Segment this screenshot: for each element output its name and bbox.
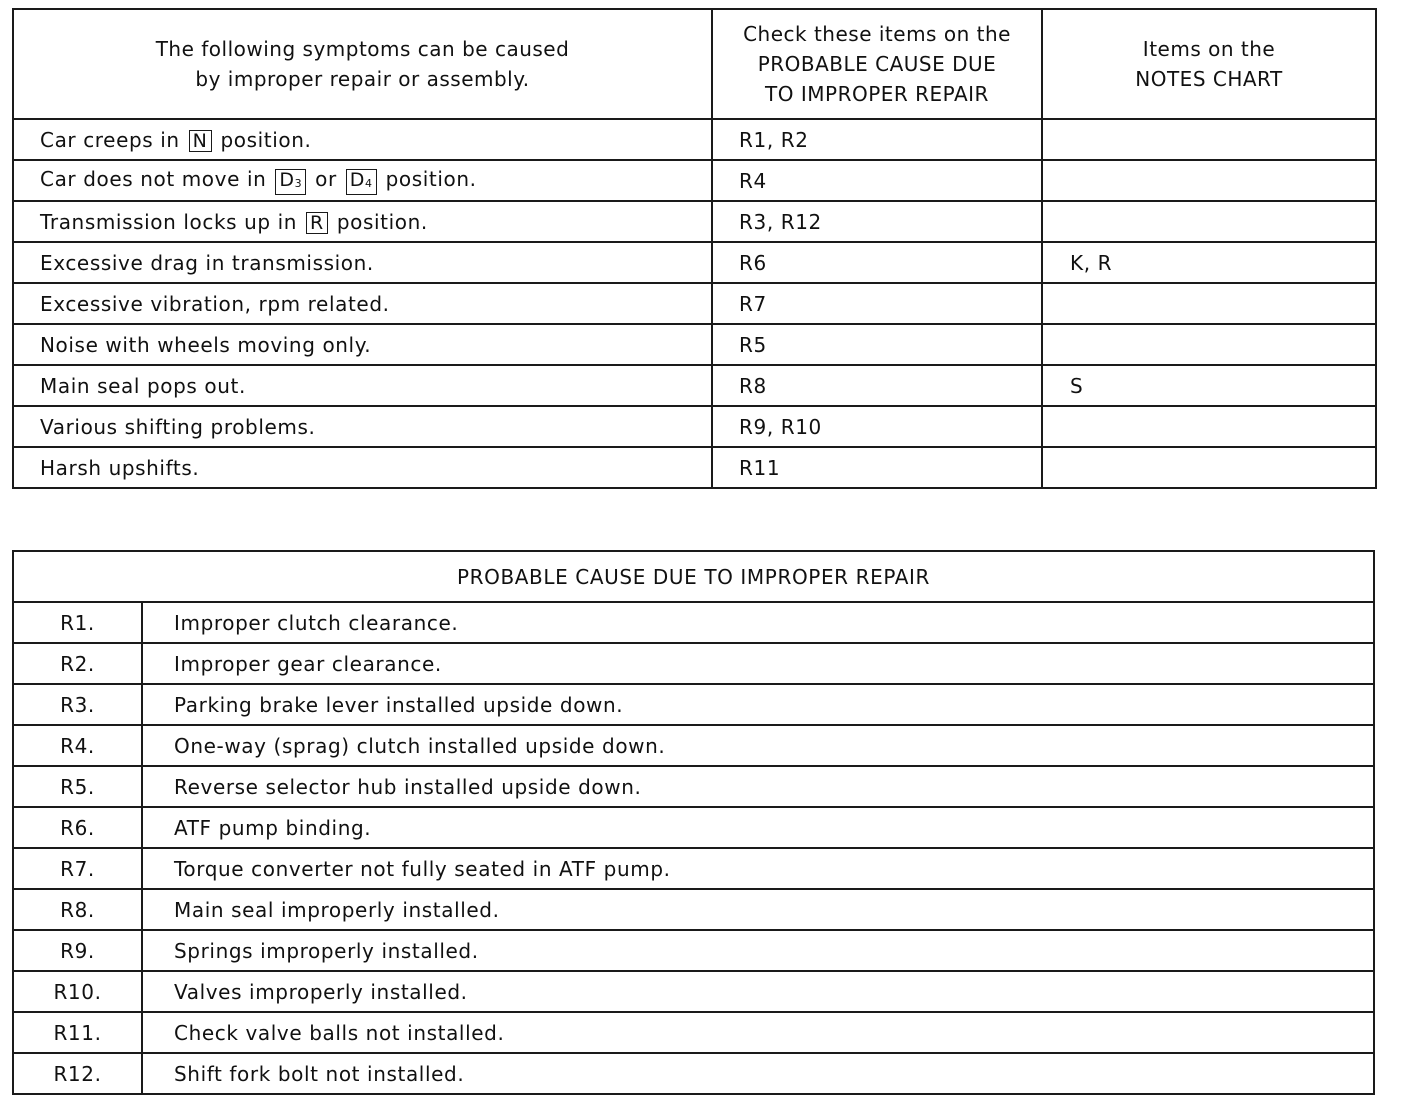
symptom-row	[13, 242, 1376, 283]
cause-code: R10.	[13, 971, 142, 1012]
symptom-cell	[13, 242, 712, 283]
notes-chart-refs	[1042, 201, 1376, 242]
cause-row	[13, 1012, 1374, 1053]
symptom-cell	[13, 365, 712, 406]
cause-row	[13, 766, 1374, 807]
cause-code: R6.	[13, 807, 142, 848]
cause-code: R5.	[13, 766, 142, 807]
symptom-text: Car creeps in	[40, 127, 180, 152]
symptom-row	[13, 324, 1376, 365]
symptom-text: position.	[220, 127, 312, 152]
gear-position-box	[346, 169, 377, 195]
symptom-text: Excessive drag in transmission.	[40, 250, 374, 275]
probable-cause-table	[12, 550, 1375, 1095]
symptom-text: or	[315, 166, 337, 191]
notes-column-header: Items on the NOTES CHART	[1042, 9, 1376, 119]
probable-cause-column-header: Check these items on the PROBABLE CAUSE DUE TO IMPROPER REPAIR	[712, 9, 1042, 119]
notes-chart-refs	[1042, 324, 1376, 365]
cause-code: R12.	[13, 1053, 142, 1094]
symptom-text: Transmission locks up in	[40, 209, 298, 234]
probable-cause-refs: R9, R10	[712, 406, 1042, 447]
notes-chart-refs: S	[1042, 365, 1376, 406]
cause-description: Valves improperly installed.	[142, 971, 1374, 1012]
notes-chart-refs	[1042, 283, 1376, 324]
cause-row	[13, 807, 1374, 848]
symptom-cell	[13, 406, 712, 447]
notes-chart-refs	[1042, 160, 1376, 201]
symptom-cell	[13, 324, 712, 365]
cause-description: Parking brake lever installed upside down.	[142, 684, 1374, 725]
symptom-row	[13, 283, 1376, 324]
symptoms-header-row	[13, 9, 1376, 119]
gear-position-box	[306, 212, 328, 234]
cause-description: Improper gear clearance.	[142, 643, 1374, 684]
cause-code: R1.	[13, 602, 142, 643]
symptom-text: Harsh upshifts.	[40, 455, 200, 480]
gear-position-letter: N	[192, 129, 208, 152]
probable-cause-refs: R3, R12	[712, 201, 1042, 242]
gear-position-letter: D	[279, 168, 295, 191]
probable-cause-refs: R8	[712, 365, 1042, 406]
probable-cause-refs: R6	[712, 242, 1042, 283]
notes-chart-refs	[1042, 406, 1376, 447]
cause-row	[13, 930, 1374, 971]
cause-row	[13, 643, 1374, 684]
probable-cause-refs: R5	[712, 324, 1042, 365]
symptom-text: position.	[385, 166, 477, 191]
symptom-cell	[13, 160, 712, 201]
cause-description: Main seal improperly installed.	[142, 889, 1374, 930]
symptom-text: Main seal pops out.	[40, 373, 246, 398]
gear-position-box	[189, 130, 212, 152]
cause-row	[13, 889, 1374, 930]
cause-row	[13, 684, 1374, 725]
cause-code: R11.	[13, 1012, 142, 1053]
cause-code: R9.	[13, 930, 142, 971]
symptom-cell	[13, 447, 712, 488]
notes-chart-refs	[1042, 447, 1376, 488]
symptom-cell	[13, 119, 712, 160]
cause-row	[13, 1053, 1374, 1094]
symptom-text: Various shifting problems.	[40, 414, 316, 439]
symptom-text: Car does not move in	[40, 166, 267, 191]
cause-description: Reverse selector hub installed upside down.	[142, 766, 1374, 807]
cause-code: R7.	[13, 848, 142, 889]
gear-position-number: 4	[365, 176, 373, 190]
cause-description: Torque converter not fully seated in ATF pump.	[142, 848, 1374, 889]
cause-description: ATF pump binding.	[142, 807, 1374, 848]
probable-cause-refs: R4	[712, 160, 1042, 201]
cause-description: One-way (sprag) clutch installed upside down.	[142, 725, 1374, 766]
symptom-text: Excessive vibration, rpm related.	[40, 291, 390, 316]
symptom-row	[13, 119, 1376, 160]
symptom-row	[13, 201, 1376, 242]
symptom-text: Noise with wheels moving only.	[40, 332, 372, 357]
cause-title-row	[13, 551, 1374, 602]
cause-code: R8.	[13, 889, 142, 930]
notes-chart-refs: K, R	[1042, 242, 1376, 283]
cause-description: Springs improperly installed.	[142, 930, 1374, 971]
gear-position-box	[275, 169, 306, 195]
cause-row	[13, 971, 1374, 1012]
cause-code: R4.	[13, 725, 142, 766]
symptom-text: position.	[336, 209, 428, 234]
gear-position-letter: R	[310, 211, 324, 234]
symptom-row	[13, 365, 1376, 406]
symptom-row	[13, 406, 1376, 447]
cause-row	[13, 848, 1374, 889]
probable-cause-refs: R11	[712, 447, 1042, 488]
cause-code: R2.	[13, 643, 142, 684]
symptom-cell	[13, 201, 712, 242]
probable-cause-refs: R1, R2	[712, 119, 1042, 160]
symptom-row	[13, 447, 1376, 488]
cause-table-title: PROBABLE CAUSE DUE TO IMPROPER REPAIR	[13, 551, 1374, 602]
cause-description: Improper clutch clearance.	[142, 602, 1374, 643]
cause-description: Shift fork bolt not installed.	[142, 1053, 1374, 1094]
symptom-cell	[13, 283, 712, 324]
gear-position-letter: D	[349, 168, 366, 191]
symptoms-table	[12, 8, 1377, 489]
gear-position-number: 3	[294, 176, 303, 190]
symptom-row	[13, 160, 1376, 201]
symptom-column-header: The following symptoms can be caused by improper repair or assembly.	[13, 9, 712, 119]
probable-cause-refs: R7	[712, 283, 1042, 324]
notes-chart-refs	[1042, 119, 1376, 160]
cause-description: Check valve balls not installed.	[142, 1012, 1374, 1053]
cause-code: R3.	[13, 684, 142, 725]
cause-row	[13, 602, 1374, 643]
cause-row	[13, 725, 1374, 766]
